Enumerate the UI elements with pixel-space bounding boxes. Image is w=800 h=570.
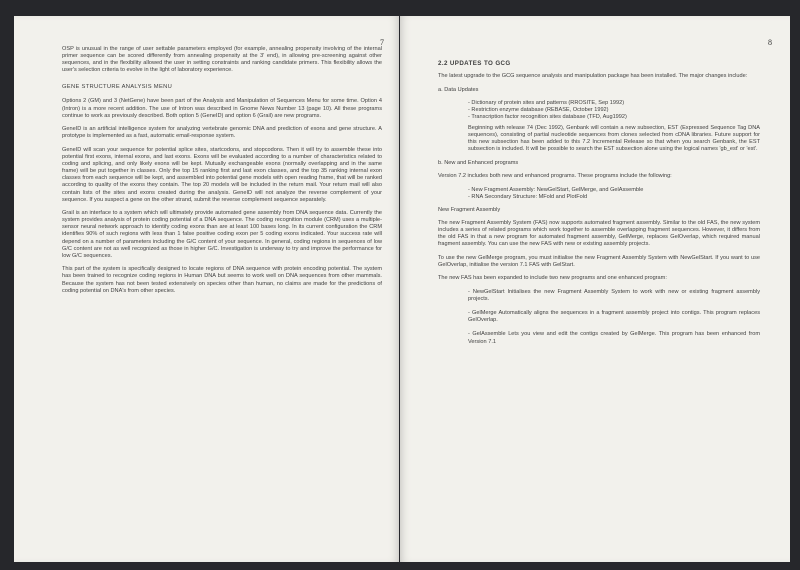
list-item: - Transcription factor recognition sites database (TFD, Aug1992) <box>468 113 627 120</box>
subheading-new-programs: b. New and Enhanced programs <box>438 159 519 166</box>
new-programs-list <box>468 187 760 201</box>
left-page <box>14 16 399 562</box>
program-item-gelmerge: - GelMerge Automatically aligns the sequences in a fragment assembly project into contigs. This program replaces GelOverlap. <box>468 310 760 324</box>
paragraph-system-coding: This part of the system is specifically designed to locate regions of DNA sequence with protein encoding potential. The system has been trained to recognize coding regions in Human DNA but seems to work well on DNA sequences from other mammals. Because the system has not been tested extensively on species other than human, no claims are made for the predictions of coding potential on DNA's from other species. <box>62 266 382 294</box>
paragraph-grail: Grail is an interface to a system which will ultimately provide automated gene assembly from DNA sequence data. Currently the system provides analysis of protein coding potential of a DNA sequence. The coding recognition module (CRM) uses a multiple- sensor neural network approach to identify coding exons than are at least 100 bases long. In its current configuration the CRM identifies 90% of such regions with less than 1 false positive coding exon per 5 coding exons indicated. Your success rate will depend on a number of parameters including the G/C content of your sequence. In general, coding regions in sequences of low G/C content are not as well recognized as those in higher G/C. Investigation is underway to try and improve the performance for low G/C sequences. <box>62 210 382 259</box>
subheading-data-updates: a. Data Updates <box>438 86 479 93</box>
paragraph-genbank-est: Beginning with release 74 (Dec 1992), Genbank will contain a new subsection, EST (Expressed Sequence Tag DNA sequences), consisting of partial nucleotide sequences from clones selected from cDNA libraries. Future support for this new subsection has been added to this 7.2 Incremental Release so that when you search Genbank, the EST subsection is included. It will be possible to search the EST subsection alone using the logical names 'gb_est' or 'est'. <box>468 125 760 153</box>
paragraph-geneid-intro: GeneID is an artificial intelligence system for analyzing vertebrate genomic DNA and prediction of exons and gene structure. A prototype is implemented as a fast, automatic email-response system. <box>62 126 382 140</box>
paragraph-version-72: Version 7.2 includes both new and enhanced programs. These programs include the following: <box>438 173 672 180</box>
list-item: - Dictionary of protein sites and patterns (RROSITE, Sep 1992) <box>468 99 625 106</box>
paragraph-options: Options 2 (GM) and 3 (NetGene) have been part of the Analysis and Manipulation of Sequences Menu for some time. Option 4 (Intron) is a more recent addition. The use of Intron was described in Gnome News Number 13 (page 10). All these programs continue to work as previously described. Both option 5 (GeneID) and option 6 (Grail) are new programs. <box>62 98 382 119</box>
paragraph-fas-expanded: The new FAS has been expanded to include two new programs and one enhanced program: <box>438 275 667 282</box>
right-page-content <box>438 60 760 353</box>
page-number-right: 8 <box>768 38 772 47</box>
paragraph-gelmerge-init: To use the new GelMerge program, you must initialise the new Fragment Assembly System with NewGelStart. If you want to use GelOverlap, initialise the version 7.1 FAS with GelStart. <box>438 254 760 268</box>
program-item-newgelstart: - NewGelStart Initialises the new Fragment Assembly System to work with new or existing fragment assembly projects. <box>468 289 760 303</box>
program-item-gelassemble: - GelAssemble Lets you view and edit the contigs created by GelMerge. This program has been enhanced from Version 7.1 <box>468 331 760 345</box>
left-page-content <box>62 46 382 301</box>
paragraph-gcg-intro: The latest upgrade to the GCG sequence analysis and manipulation package has been installed. The major changes include: <box>438 73 748 80</box>
right-page <box>400 16 790 562</box>
list-item: - New Fragment Assembly: NewGelStart, GelMerge, and GelAssemble <box>468 186 644 193</box>
section-heading-gene-structure: GENE STRUCTURE ANALYSIS MENU <box>62 84 173 91</box>
list-item: - RNA Secondary Structure: MFold and PlotFold <box>468 193 588 200</box>
paragraph-fas: The new Fragment Assembly System (FAS) now supports automated fragment assembly. Similar to the old FAS, the new system includes a series of related programs which work together to assemble overlapping fragment sequences. However, it differs from the old FAS in that a new program for automated fragment assembly, GelMerge, replaces GelOverlap, which required manual fragment assembly. You can use the new FAS with new or existing assembly projects. <box>438 219 760 248</box>
subheading-new-fragment-assembly: New Fragment Assembly <box>438 206 501 213</box>
data-updates-list <box>468 100 760 121</box>
paragraph-geneid-scan: GeneID will scan your sequence for potential splice sites, startcodons, and stopcodons. Then it will try to assemble these into potential first exons, internal exons, and last exons. Exons will be evaluated according to a number of characteristics related to coding and splicing, and only likely exons will be kept. Mutually exchangeable exons (normally overlapping and in the same frame) will be put together in classes. Only the top 15 ranking first and last exon classes, and the top 35 ranking internal exon classes from each sequence will be kept, and assembled into potential gene models with open reading frame, that will be ranked according to quality of the exons they contain. The top 20 models will be included in the return mail. Your return mail will also contain lists of the sites and exons created during the analysis. GeneID will not analyze the reverse complement of your sequence. If you suspect a gene on the other strand, submit the reverse complement sequence separately. <box>62 146 382 203</box>
list-item: - Restriction enzyme database (REBASE, October 1992) <box>468 106 609 113</box>
section-heading-gcg-updates: 2.2 UPDATES TO GCG <box>438 60 511 67</box>
page-number-left: 7 <box>380 38 384 47</box>
paragraph-osp: OSP is unusual in the range of user settable parameters employed (for example, annealing propensity involving of the internal primer sequence can be scored differently from annealing propensity at the 3' end), in allowing pre-screening against other sequences, and in the flexibility allowed the user in setting constraints and ranking candidate primers. This flexibility allows the user's selection criteria to evolve in the light of laboratory experience. <box>62 46 382 74</box>
